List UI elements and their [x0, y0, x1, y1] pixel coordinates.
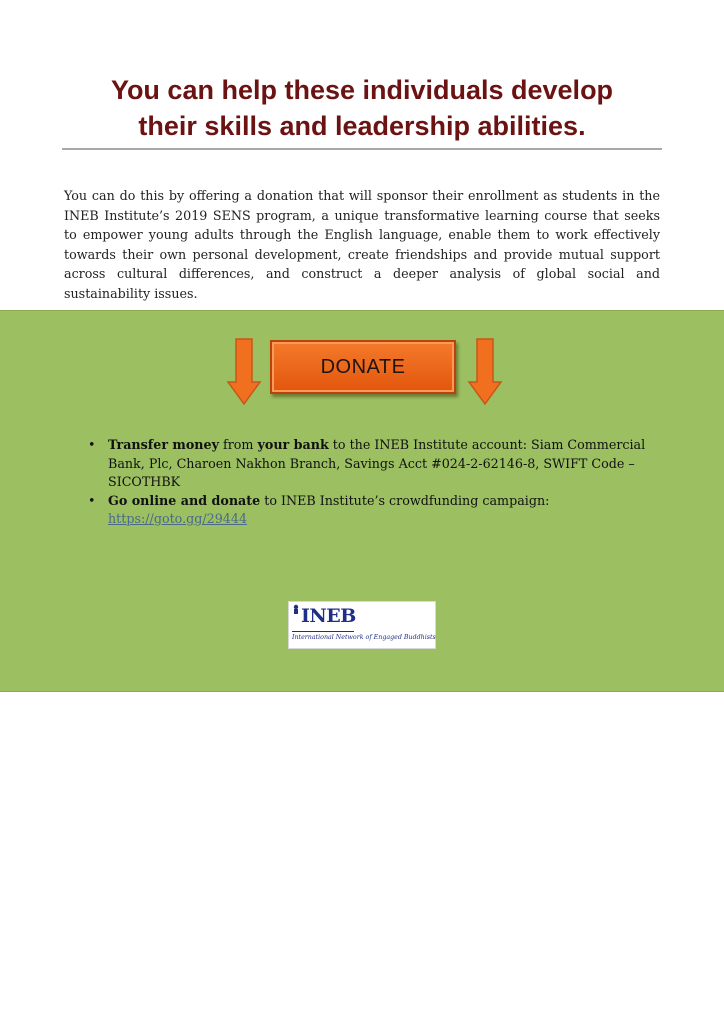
list-item	[86, 436, 646, 492]
bullet-1-text-2: to the INEB Institute account: Siam Commercial Bank, Plc, Charoen Nakhon Branch, Savings Acct #024-2-62146-8, SWIFT Code – SICOTHBK	[108, 437, 646, 489]
bullet-1-text-1: from	[218, 437, 258, 452]
donation-methods-list	[86, 436, 646, 529]
ineb-logo	[288, 601, 436, 649]
bullet-2-text-1: to INEB Institute’s crowdfunding campaign:	[260, 492, 550, 508]
bullet-1-bold-1: Transfer money	[108, 437, 219, 452]
intro-paragraph: You can do this by offering a donation that will sponsor their enrollment as students in the INEB Institute’s 2019 SENS program, a unique transformative learning course that seeks to empower young adults through the English language, enable them to work effectively towards their own personal development, create friendships and provide mutual support across cultural differences, and construct a deeper analysis of global social and sustainability issues.	[64, 188, 660, 301]
bullet-1-bold-2: your bank	[257, 437, 329, 452]
page-title	[60, 72, 664, 144]
bullet-icon: •	[88, 492, 96, 508]
page-title-line-2: their skills and leadership abilities.	[138, 111, 586, 141]
logo-tagline: International Network of Engaged Buddhists	[292, 634, 436, 641]
crowdfunding-link[interactable]: https://goto.gg/29444	[108, 511, 248, 526]
bullet-icon: •	[88, 437, 96, 452]
list-item	[86, 492, 646, 529]
title-divider	[62, 148, 662, 150]
logo-figure-icon	[291, 604, 301, 614]
logo-underline	[292, 631, 354, 632]
down-arrow-icon	[226, 338, 262, 406]
donate-button[interactable]: DONATE	[270, 340, 456, 394]
logo-wordmark: INEB	[301, 605, 356, 627]
bullet-2-bold-1: Go online and donate	[108, 492, 261, 508]
down-arrow-icon	[467, 338, 503, 406]
page-title-line-1: You can help these individuals develop	[110, 75, 614, 105]
